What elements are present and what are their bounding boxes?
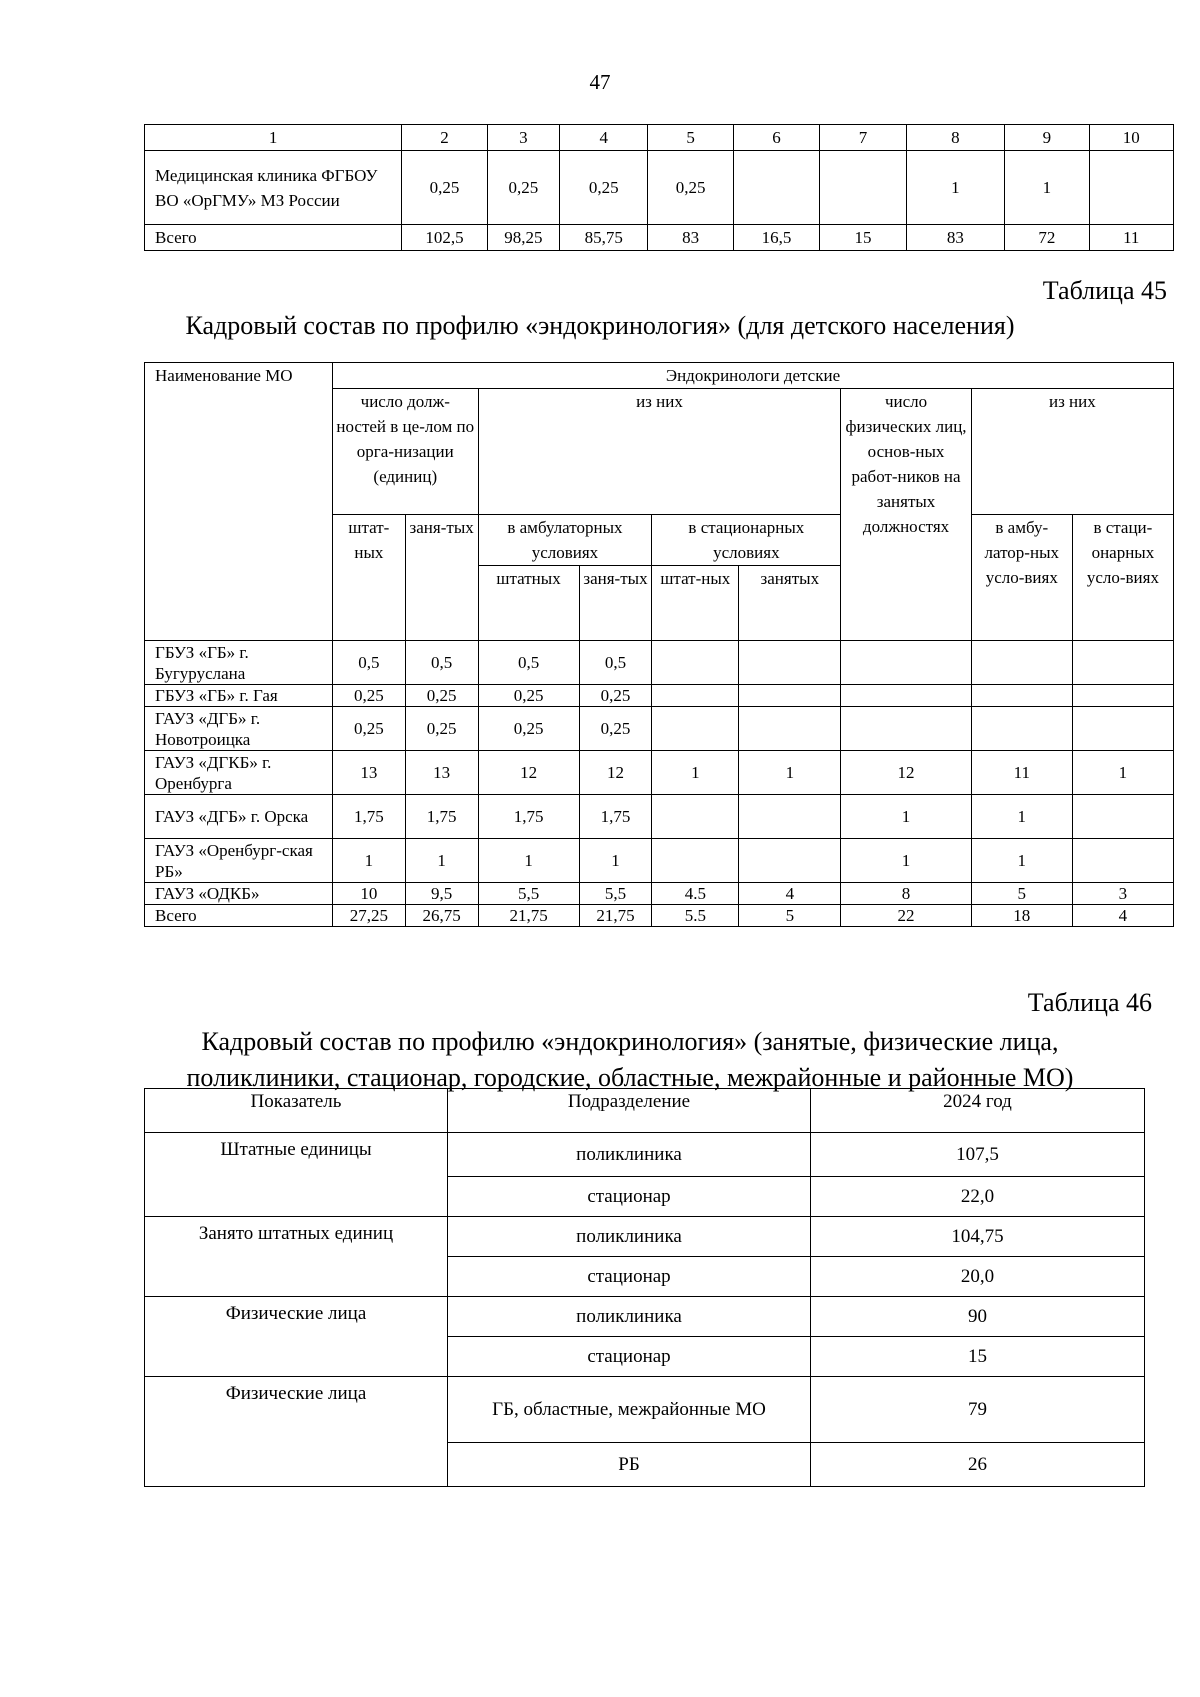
occupied-header: заня-тых [405,515,478,641]
table-cell: 18 [971,905,1072,927]
column-number: 1 [145,125,402,151]
table-cell [1072,795,1173,839]
table-cell: 0,5 [579,641,652,685]
table-cell [1089,151,1173,225]
table-cell: 0,25 [333,685,406,707]
indicator-header: Показатель [145,1089,448,1133]
persons-outpatient-header: в амбу-латор-ных усло-виях [971,515,1072,641]
table-row [145,883,1174,905]
table-row [145,151,1174,225]
table-cell: 11 [971,751,1072,795]
row-name: ГБУЗ «ГБ» г. Гая [145,685,333,707]
column-number: 8 [906,125,1004,151]
table-45 [144,362,1174,927]
table-cell [971,641,1072,685]
table-cell: 1,75 [405,795,478,839]
column-number: 2 [402,125,487,151]
table-cell [1072,641,1173,685]
table-cell: 0,25 [478,707,579,751]
table-cell: 1,75 [333,795,406,839]
table-45-label: Таблица 45 [1042,276,1167,305]
table-cell: 1 [841,839,971,883]
row-name: ГБУЗ «ГБ» г. Бугуруслана [145,641,333,685]
table-45-title: Кадровый состав по профилю «эндокринология» (для детского населения) [185,311,1015,340]
table-cell: 0,25 [405,707,478,751]
table-cell: 1 [405,839,478,883]
unit-cell: стационар [448,1337,811,1377]
column-number: 7 [820,125,906,151]
table-cell: 0,25 [405,685,478,707]
table-cell [739,839,841,883]
table-cell [971,685,1072,707]
positions-total-header: число долж-ностей в це-лом по орга-низации (единиц) [333,389,479,515]
staff-header: штат-ных [333,515,406,641]
table-cell [1072,839,1173,883]
unit-cell: поликлиника [448,1297,811,1337]
column-number-row [145,125,1174,151]
table-cell [1072,707,1173,751]
table-cell: 1 [652,751,739,795]
table-cell [739,641,841,685]
table-cell: 83 [648,225,733,251]
table-cell: 0,25 [579,707,652,751]
table-cell: 0,5 [333,641,406,685]
table-cell: 21,75 [579,905,652,927]
row-name: Всего [145,225,402,251]
table-cell [652,839,739,883]
table-cell: 1 [1005,151,1089,225]
value-cell: 22,0 [811,1177,1145,1217]
column-number: 4 [560,125,648,151]
page-number: 47 [589,70,611,94]
table-cell: 21,75 [478,905,579,927]
table-cell: 0,5 [478,641,579,685]
value-cell: 20,0 [811,1257,1145,1297]
table-cell [652,795,739,839]
row-name: ГАУЗ «Оренбург-ская РБ» [145,839,333,883]
table-46 [144,1088,1145,1487]
column-number: 3 [487,125,559,151]
unit-cell: стационар [448,1257,811,1297]
of-them-header: из них [478,389,841,515]
table-cell: 1 [478,839,579,883]
table-cell: 0,25 [560,151,648,225]
value-cell: 26 [811,1443,1145,1487]
table-cell: 1 [1072,751,1173,795]
indicator-cell: Физические лица [145,1297,448,1377]
table-cell: 0,25 [579,685,652,707]
table-cell: 26,75 [405,905,478,927]
of-them-persons-header: из них [971,389,1173,515]
table-cell: 5,5 [579,883,652,905]
table-cell: 0,25 [648,151,733,225]
out-occupied-header: заня-тых [579,566,652,641]
table-cell: 1 [906,151,1004,225]
table-cell: 1 [739,751,841,795]
table-cell: 1 [579,839,652,883]
table-cell [652,707,739,751]
table-cell: 13 [405,751,478,795]
table-cell: 4 [1072,905,1173,927]
unit-cell: поликлиника [448,1217,811,1257]
table-cell [739,795,841,839]
value-cell: 15 [811,1337,1145,1377]
table-cell: 13 [333,751,406,795]
table-cell: 1 [333,839,406,883]
table-46-title [0,1024,1200,1096]
row-name: ГАУЗ «ДГКБ» г. Оренбурга [145,751,333,795]
value-cell: 104,75 [811,1217,1145,1257]
inpatient-header: в стационарных условиях [652,515,841,566]
table-cell [841,685,971,707]
in-occupied-header: занятых [739,566,841,641]
table-row [145,751,1174,795]
table-row [145,707,1174,751]
table-cell: 1,75 [478,795,579,839]
table-46-label: Таблица 46 [1027,988,1152,1017]
table-cell: 98,25 [487,225,559,251]
table-cell [841,707,971,751]
table-cell: 10 [333,883,406,905]
in-staff-header: штат-ных [652,566,739,641]
table-cell: 0,25 [402,151,487,225]
table-row [145,839,1174,883]
persons-inpatient-header: в стаци-онарных усло-виях [1072,515,1173,641]
unit-cell: ГБ, областные, межрайонные МО [448,1377,811,1443]
table-cell: 1 [971,795,1072,839]
table-cell: 0,25 [478,685,579,707]
table-row [145,795,1174,839]
table-row [145,685,1174,707]
table-cell [739,685,841,707]
table-row [145,641,1174,685]
table-cell: 27,25 [333,905,406,927]
table-cell [739,707,841,751]
table-cell [733,151,819,225]
table-cell: 1,75 [579,795,652,839]
persons-header: число физических лиц, основ-ных работ-ников на занятых должностях [841,389,971,641]
row-name: ГАУЗ «ДГБ» г. Новотроицка [145,707,333,751]
table-cell: 8 [841,883,971,905]
table-cell: 3 [1072,883,1173,905]
table-cell: 102,5 [402,225,487,251]
table-row [145,1377,1145,1443]
table-46-title-line-2: поликлиники, стационар, городские, областные, межрайонные и районные МО) [186,1063,1074,1092]
table-cell: 4.5 [652,883,739,905]
table-46-title-line-1: Кадровый состав по профилю «эндокринология» (занятые, физические лица, [201,1027,1059,1056]
table-cell: 22 [841,905,971,927]
out-staff-header: штатных [478,566,579,641]
table-cell [841,641,971,685]
table-row [145,905,1174,927]
table-cell: 85,75 [560,225,648,251]
value-cell: 90 [811,1297,1145,1337]
group-header: Эндокринологи детские [333,363,1174,389]
table-cell: 12 [579,751,652,795]
unit-cell: РБ [448,1443,811,1487]
table-cell: 0,5 [405,641,478,685]
table-cell: 12 [841,751,971,795]
table-cell: 5.5 [652,905,739,927]
column-number: 10 [1089,125,1173,151]
column-number: 9 [1005,125,1089,151]
indicator-cell: Занято штатных единиц [145,1217,448,1297]
table-cell [652,641,739,685]
table-row [145,225,1174,251]
table-cell: 5,5 [478,883,579,905]
table-row [145,1133,1145,1177]
table-cell: 1 [971,839,1072,883]
table-cell: 1 [841,795,971,839]
table-cell: 4 [739,883,841,905]
value-cell: 79 [811,1377,1145,1443]
value-cell: 107,5 [811,1133,1145,1177]
unit-cell: поликлиника [448,1133,811,1177]
table-row [145,1217,1145,1257]
table-cell: 16,5 [733,225,819,251]
mo-name-header: Наименование МО [145,363,333,641]
table-cell: 12 [478,751,579,795]
column-number: 6 [733,125,819,151]
indicator-cell: Физические лица [145,1377,448,1487]
table-cell: 5 [739,905,841,927]
table-cell [1072,685,1173,707]
table-cell: 5 [971,883,1072,905]
row-name: Всего [145,905,333,927]
table-cell: 0,25 [487,151,559,225]
table-cell: 9,5 [405,883,478,905]
unit-cell: стационар [448,1177,811,1217]
year-header: 2024 год [811,1089,1145,1133]
row-name: ГАУЗ «ОДКБ» [145,883,333,905]
indicator-cell: Штатные единицы [145,1133,448,1217]
table-row [145,1297,1145,1337]
table-cell [652,685,739,707]
table-cell: 0,25 [333,707,406,751]
table-cell [971,707,1072,751]
column-number: 5 [648,125,733,151]
table-cell [820,151,906,225]
table-cell: 11 [1089,225,1173,251]
row-name: ГАУЗ «ДГБ» г. Орска [145,795,333,839]
table-cell: 15 [820,225,906,251]
table-46-header-row [145,1089,1145,1133]
outpatient-header: в амбулаторных условиях [478,515,652,566]
table-44-continuation [144,124,1174,251]
unit-header: Подразделение [448,1089,811,1133]
table-cell: 83 [906,225,1004,251]
table-cell: 72 [1005,225,1089,251]
row-name: Медицинская клиника ФГБОУ ВО «ОрГМУ» МЗ России [145,151,402,225]
